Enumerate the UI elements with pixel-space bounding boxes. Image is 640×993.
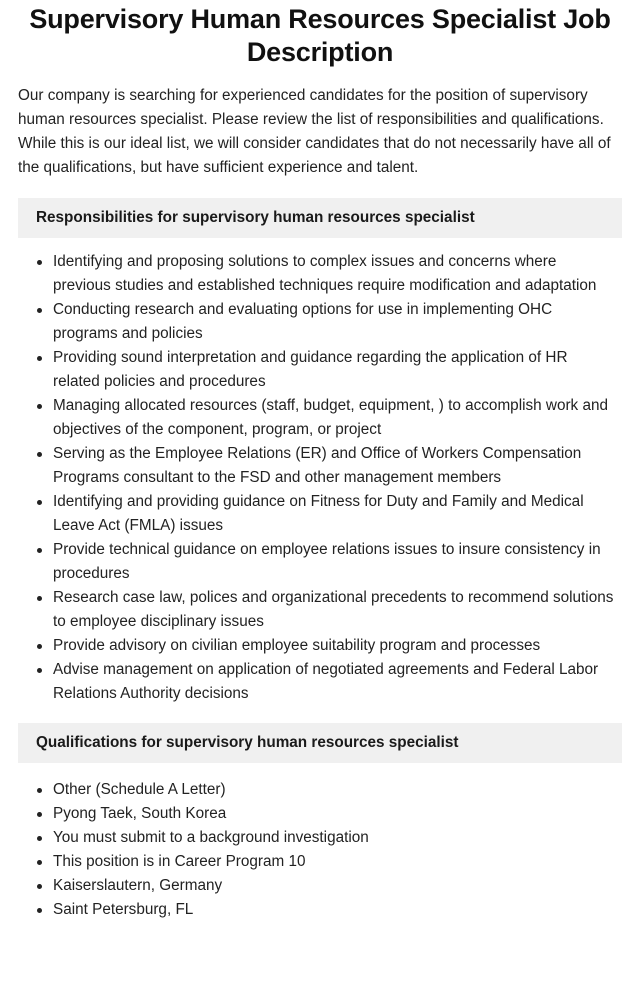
list-item: Other (Schedule A Letter) [53, 778, 622, 802]
responsibilities-heading: Responsibilities for supervisory human resources specialist [18, 198, 622, 238]
list-item: Conducting research and evaluating options for use in implementing OHC programs and policies [53, 298, 622, 346]
page-title: Supervisory Human Resources Specialist Job Description [29, 4, 611, 67]
list-item: Providing sound interpretation and guidance regarding the application of HR related policies and procedures [53, 346, 622, 394]
list-item: Advise management on application of negotiated agreements and Federal Labor Relations Authority decisions [53, 658, 622, 706]
list-item: Saint Petersburg, FL [53, 898, 622, 922]
responsibilities-list [18, 250, 622, 706]
list-item: Provide advisory on civilian employee suitability program and processes [53, 634, 622, 658]
list-item: You must submit to a background investigation [53, 826, 622, 850]
list-item: Research case law, polices and organizational precedents to recommend solutions to employee disciplinary issues [53, 586, 622, 634]
list-item: Identifying and providing guidance on Fitness for Duty and Family and Medical Leave Act (FMLA) issues [53, 490, 622, 538]
list-item: Serving as the Employee Relations (ER) and Office of Workers Compensation Programs consultant to the FSD and other management members [53, 442, 622, 490]
list-item: Managing allocated resources (staff, budget, equipment, ) to accomplish work and objectives of the component, program, or project [53, 394, 622, 442]
qualifications-heading: Qualifications for supervisory human resources specialist [18, 723, 622, 763]
list-item: Pyong Taek, South Korea [53, 802, 622, 826]
list-item: Kaiserslautern, Germany [53, 874, 622, 898]
qualifications-list [18, 778, 622, 922]
list-item: Identifying and proposing solutions to complex issues and concerns where previous studies and established techniques require modification and adaptation [53, 250, 622, 298]
list-item: This position is in Career Program 10 [53, 850, 622, 874]
list-item: Provide technical guidance on employee relations issues to insure consistency in procedures [53, 538, 622, 586]
intro-paragraph: Our company is searching for experienced candidates for the position of supervisory human resources specialist. Please review the list of responsibilities and qualifications. While this is our ideal list, we will consider candidates that do not necessarily have all of the qualifications, but have sufficient experience and talent. [18, 87, 611, 176]
